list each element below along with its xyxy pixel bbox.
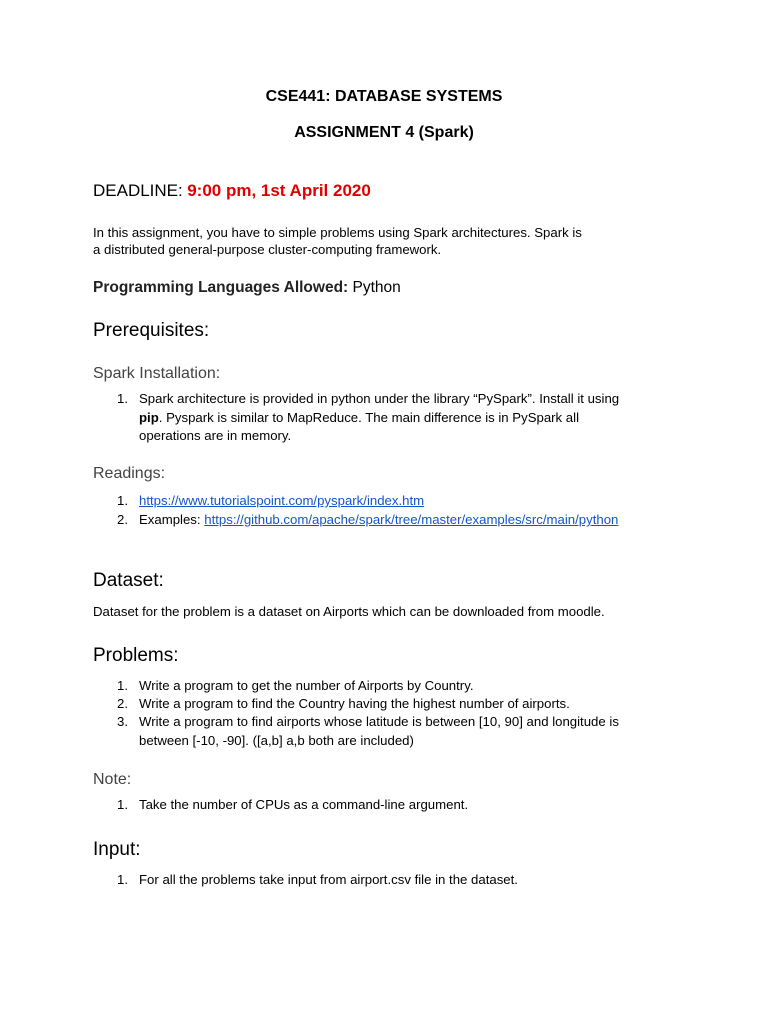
examples-prefix: Examples: xyxy=(139,512,205,527)
deadline-value: 9:00 pm, 1st April 2020 xyxy=(187,181,371,200)
problems-item-3-line-1: Write a program to find airports whose latitude is between [10, 90] and longitude is xyxy=(139,714,619,729)
installation-item-1-line-3: operations are in memory. xyxy=(139,428,292,443)
tutorialspoint-link[interactable]: https://www.tutorialspoint.com/pyspark/index.htm xyxy=(139,493,425,508)
installation-item-1-line-2-text: . Pyspark is similar to MapReduce. The main difference is in PySpark all xyxy=(158,410,580,425)
problems-item-3-line-2: between [-10, -90]. ([a,b] a,b both are included) xyxy=(139,733,414,748)
intro-line-1: In this assignment, you have to simple problems using Spark architectures. Spark is xyxy=(93,225,582,240)
input-item-1: For all the problems take input from airport.csv file in the dataset. xyxy=(139,872,518,887)
pip-keyword: pip xyxy=(139,410,159,425)
readings-heading: Readings: xyxy=(93,465,166,482)
installation-heading: Spark Installation: xyxy=(93,365,221,382)
installation-item-1-number: 1. xyxy=(117,391,128,406)
problems-item-2-number: 2. xyxy=(117,696,128,711)
intro-line-2: a distributed general-purpose cluster-computing framework. xyxy=(93,242,442,257)
problems-item-1-number: 1. xyxy=(117,678,128,693)
languages-value: Python xyxy=(352,279,401,296)
readings-item-2 xyxy=(139,511,618,529)
readings-item-2-number: 2. xyxy=(117,512,128,527)
input-heading: Input: xyxy=(93,839,141,860)
deadline-line xyxy=(93,181,371,201)
languages-label: Programming Languages Allowed: xyxy=(93,279,349,296)
installation-item-1-line-2 xyxy=(139,409,579,427)
assignment-title: ASSIGNMENT 4 (Spark) xyxy=(294,124,474,141)
dataset-text: Dataset for the problem is a dataset on Airports which can be downloaded from moodle. xyxy=(93,604,605,619)
dataset-heading: Dataset: xyxy=(93,570,164,591)
deadline-label: DEADLINE: xyxy=(93,181,183,200)
languages-line xyxy=(93,279,401,297)
readings-item-1-number: 1. xyxy=(117,493,128,508)
problems-item-1: Write a program to get the number of Airports by Country. xyxy=(139,678,474,693)
problems-heading: Problems: xyxy=(93,645,179,666)
github-examples-link[interactable]: https://github.com/apache/spark/tree/master/examples/src/main/python xyxy=(204,512,619,527)
note-item-1: Take the number of CPUs as a command-line argument. xyxy=(139,797,469,812)
problems-item-3-number: 3. xyxy=(117,714,128,729)
prerequisites-heading: Prerequisites: xyxy=(93,320,210,341)
note-item-1-number: 1. xyxy=(117,797,128,812)
note-heading: Note: xyxy=(93,771,132,788)
input-item-1-number: 1. xyxy=(117,872,128,887)
problems-item-2: Write a program to find the Country having the highest number of airports. xyxy=(139,696,570,711)
installation-item-1-line-1: Spark architecture is provided in python under the library “PySpark”. Install it using xyxy=(139,391,620,406)
course-title: CSE441: DATABASE SYSTEMS xyxy=(265,88,503,105)
